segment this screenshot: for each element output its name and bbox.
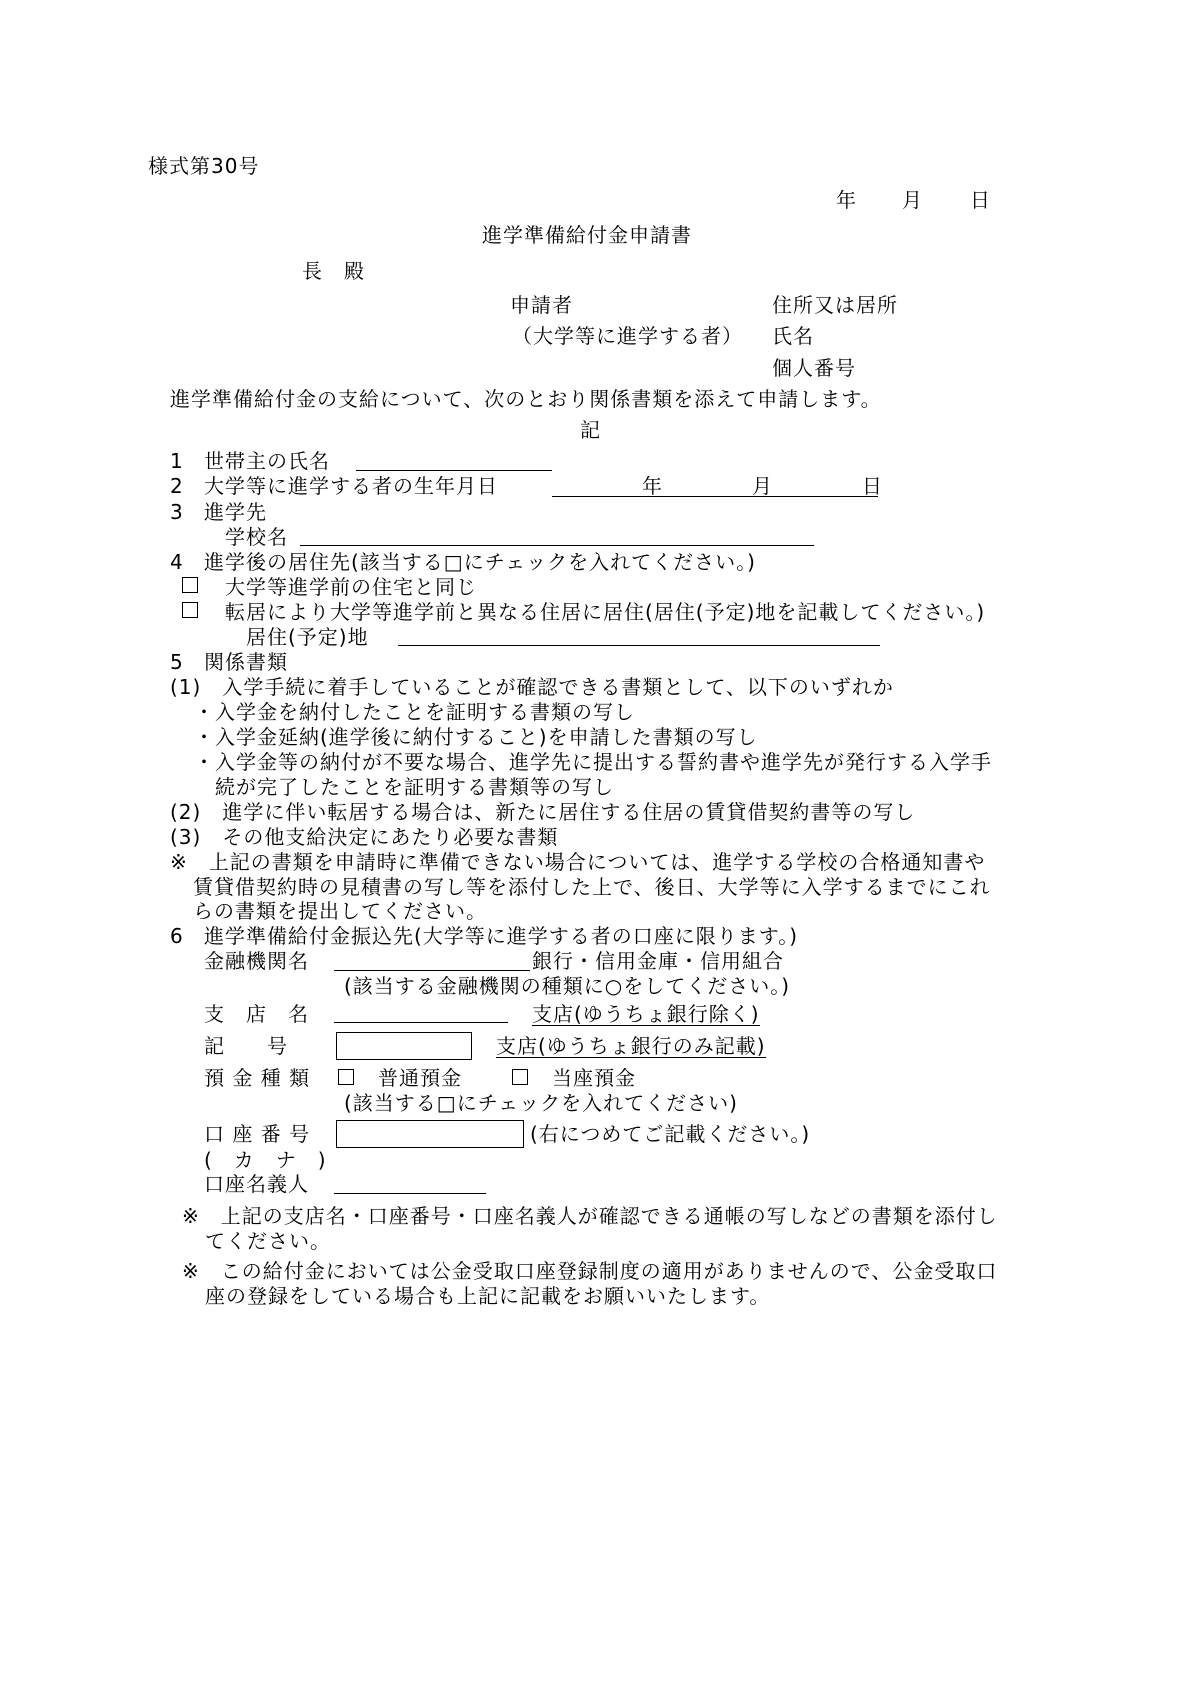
branch-name-line[interactable] (334, 1022, 508, 1023)
doc-note-c: らの書類を提出してください。 (193, 899, 487, 923)
account-number-label: 口 座 番 号 (204, 1122, 311, 1146)
residence-label: 居住(予定)地 (246, 625, 369, 649)
applicant-sub-label: （大学等に進学する者） (512, 324, 743, 348)
item3-label: 進学先 (204, 500, 267, 524)
footnote2-line1: ※ この給付金においては公金受取口座登録制度の適用がありませんので、公金受取口 (182, 1259, 998, 1283)
residence-line[interactable] (398, 645, 880, 646)
deposit-note: (該当する□にチェックを入れてください) (344, 1091, 738, 1115)
doc-item-2: (2) 進学に伴い転居する場合は、新たに居住する住居の賃貸借契約書等の写し (170, 800, 916, 824)
branch-suffix: 支店(ゆうちょ銀行除く) (532, 1002, 760, 1026)
item4-number: 4 (170, 550, 184, 574)
residence-same-label: 大学等進学前の住宅と同じ (225, 575, 477, 599)
item4-label: 進学後の居住先(該当する□にチェックを入れてください。) (204, 550, 756, 574)
birth-month-label: 月 (752, 474, 773, 498)
item3-number: 3 (170, 500, 184, 524)
footnote2-line2: 座の登録をしている場合も上記に記載をお願いいたします。 (205, 1284, 771, 1308)
residence-same-checkbox[interactable] (182, 577, 198, 593)
bank-name-line[interactable] (334, 970, 530, 971)
item6-number: 6 (170, 924, 184, 948)
document-title: 進学準備給付金申請書 (482, 223, 692, 247)
current-deposit-checkbox[interactable] (512, 1069, 528, 1085)
school-name-label: 学校名 (225, 525, 288, 549)
footnote1-line1: ※ 上記の支店名・口座番号・口座名義人が確認できる通帳の写しなどの書類を添付し (182, 1204, 998, 1228)
applicant-name-label: 氏名 (772, 324, 814, 348)
ordinary-deposit-checkbox[interactable] (338, 1069, 354, 1085)
addressee: 長 殿 (302, 259, 365, 283)
doc-bullet-2: ・入学金延納(進学後に納付すること)を申請した書類の写し (194, 725, 758, 749)
date-day-label: 日 (970, 188, 991, 212)
item1-number: 1 (170, 449, 184, 473)
doc-bullet-1: ・入学金を納付したことを証明する書類の写し (194, 700, 635, 724)
item1-label: 世帯主の氏名 (204, 449, 330, 473)
school-name-line[interactable] (300, 545, 814, 546)
birth-year-label: 年 (642, 474, 663, 498)
footnote1-line2: てください。 (205, 1229, 331, 1253)
applicant-label: 申請者 (510, 293, 573, 317)
ordinary-deposit-label: 普通預金 (378, 1066, 462, 1090)
account-holder-label: 口座名義人 (204, 1172, 309, 1196)
account-holder-line[interactable] (334, 1193, 486, 1194)
account-number-note: (右につめてご記載ください。) (530, 1122, 811, 1146)
date-year-label: 年 (836, 188, 857, 212)
deposit-type-label: 預 金 種 類 (204, 1066, 311, 1090)
applicant-personal-number-label: 個人番号 (772, 356, 856, 380)
bank-types-label: 銀行・信用金庫・信用組合 (532, 949, 784, 973)
doc-bullet-3a: ・入学金等の納付が不要な場合、進学先に提出する誓約書や進学先が発行する入学手 (194, 750, 992, 774)
item5-number: 5 (170, 650, 184, 674)
doc-item-3: (3) その他支給決定にあたり必要な書類 (170, 825, 559, 849)
residence-moved-label: 転居により大学等進学前と異なる住居に居住(居住(予定)地を記載してください。) (225, 600, 986, 624)
birth-day-label: 日 (862, 474, 883, 498)
doc-note-b: 賃貸借契約時の見積書の写し等を添付した上で、後日、大学等に入学するまでにこれ (193, 875, 991, 899)
bank-note: (該当する金融機関の種類に○をしてください。) (344, 974, 791, 998)
symbol-suffix: 支店(ゆうちょ銀行のみ記載) (496, 1034, 766, 1058)
account-number-input-box[interactable] (336, 1120, 524, 1148)
ki-heading: 記 (580, 418, 601, 442)
item5-label: 関係書類 (204, 650, 288, 674)
form-number: 様式第30号 (148, 154, 260, 178)
item6-label: 進学準備給付金振込先(大学等に進学する者の口座に限ります。) (204, 924, 799, 948)
date-month-label: 月 (902, 188, 923, 212)
doc-item-1: (1) 入学手続に着手していることが確認できる書類として、以下のいずれか (170, 675, 894, 699)
bank-name-label: 金融機関名 (204, 949, 309, 973)
item2-number: 2 (170, 474, 184, 498)
birthdate-line[interactable] (552, 496, 878, 497)
intro-text: 進学準備給付金の支給について、次のとおり関係書類を添えて申請します。 (170, 387, 882, 411)
current-deposit-label: 当座預金 (552, 1066, 636, 1090)
item2-label: 大学等に進学する者の生年月日 (204, 474, 498, 498)
householder-name-line[interactable] (356, 470, 552, 471)
symbol-label: 記 号 (204, 1034, 288, 1058)
applicant-address-label: 住所又は居所 (772, 293, 898, 317)
doc-note-a: ※ 上記の書類を申請時に準備できない場合については、進学する学校の合格通知書や (170, 850, 986, 874)
kana-label: ( カ ナ ) (204, 1148, 327, 1172)
symbol-input-box[interactable] (336, 1032, 472, 1060)
residence-moved-checkbox[interactable] (182, 602, 198, 618)
branch-name-label: 支 店 名 (204, 1002, 309, 1026)
doc-bullet-3b: 続が完了したことを証明する書類等の写し (215, 775, 614, 799)
